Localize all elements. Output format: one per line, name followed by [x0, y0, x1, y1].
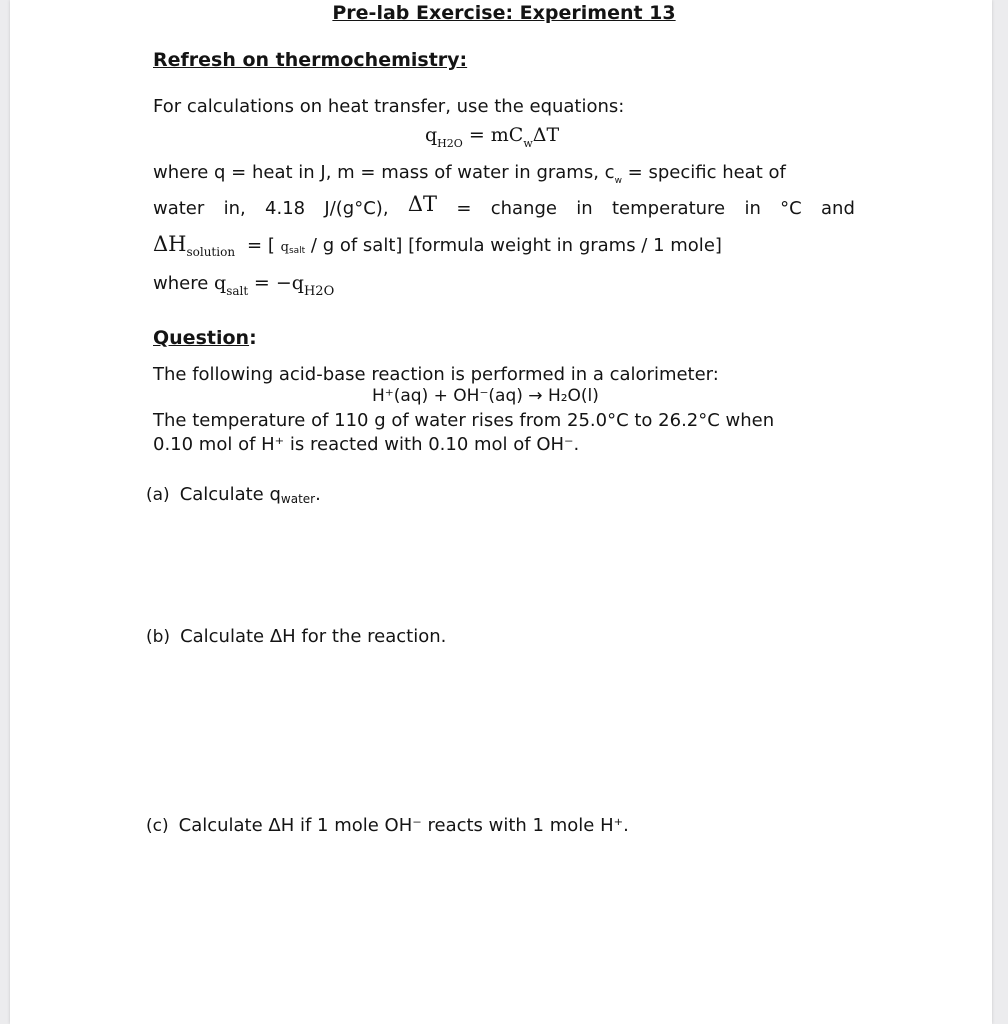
cw-sub: w: [614, 176, 622, 186]
part-c: [146, 815, 629, 836]
qsalt-rhs-sub: H2O: [303, 284, 335, 299]
intro-text: For calculations on heat transfer, use the equations:: [153, 96, 625, 117]
where-text-1: where q = heat in J, m = mass of water in grams, c: [153, 162, 615, 183]
qsalt-eq: = −q: [253, 272, 304, 294]
where-text-2: = specific heat of: [621, 162, 786, 183]
word: =: [456, 198, 472, 219]
part-c-text: Calculate ΔH if 1 mole OH⁻ reacts with 1 mole H⁺.: [178, 815, 629, 836]
part-a-end: .: [315, 484, 321, 505]
word: change: [490, 198, 557, 219]
delta-h-sub: solution: [186, 245, 236, 259]
word: water: [153, 198, 205, 219]
dh-text-2: / g of salt] [formula weight in grams / 1 mole]: [310, 235, 722, 256]
part-b-text: Calculate ΔH for the reaction.: [180, 626, 447, 647]
word: °C: [780, 198, 802, 219]
delta-h-solution-line: [153, 232, 722, 259]
part-a-text: Calculate q: [179, 484, 281, 505]
reaction-equation: H⁺(aq) + OH⁻(aq) → H₂O(l): [372, 386, 599, 406]
question-word: Question: [153, 327, 250, 349]
where-word: where: [153, 273, 209, 294]
question-line-3: 0.10 mol of H⁺ is reacted with 0.10 mol of OH⁻.: [153, 434, 580, 455]
qsalt-q: q: [214, 272, 227, 294]
word: 4.18: [265, 198, 306, 219]
eq-rhs: = mC: [468, 124, 524, 146]
q-salt-sub: salt: [288, 246, 306, 256]
where-qsalt-line: [153, 272, 335, 299]
part-b: [146, 626, 446, 647]
eq-rhs-sub: w: [523, 137, 533, 150]
word: in: [576, 198, 593, 219]
word: and: [821, 198, 855, 219]
q-salt-symbol: q: [280, 240, 289, 255]
section-heading-question: [153, 327, 257, 349]
delta-h-symbol: ΔH: [153, 232, 187, 256]
word: in: [744, 198, 761, 219]
question-line-2: The temperature of 110 g of water rises from 25.0°C to 26.2°C when: [153, 410, 775, 431]
eq-q-sub: H2O: [437, 137, 463, 150]
qsalt-sub: salt: [226, 284, 249, 298]
part-a: [146, 484, 321, 505]
eq-delta-t: ΔT: [532, 124, 560, 146]
eq-q: q: [425, 124, 438, 146]
section-heading-refresh: Refresh on thermochemistry:: [153, 49, 468, 71]
part-a-sub: water: [280, 492, 316, 506]
delta-t-symbol: ΔT: [407, 192, 438, 216]
question-line-1: The following acid-base reaction is performed in a calorimeter:: [153, 364, 719, 385]
dh-text-1: = [: [247, 235, 275, 256]
word: in,: [223, 198, 246, 219]
where-definitions-line: [153, 162, 786, 186]
part-a-label: (a): [146, 485, 170, 505]
page-title: Pre-lab Exercise: Experiment 13: [332, 2, 676, 24]
water-definition-line: [153, 192, 855, 222]
part-c-label: (c): [146, 816, 169, 836]
question-colon: :: [249, 327, 257, 349]
document-page: [10, 0, 992, 1024]
word: J/(g°C),: [324, 198, 389, 219]
word: temperature: [611, 198, 726, 219]
heat-equation: [425, 124, 560, 150]
part-b-label: (b): [146, 627, 171, 647]
